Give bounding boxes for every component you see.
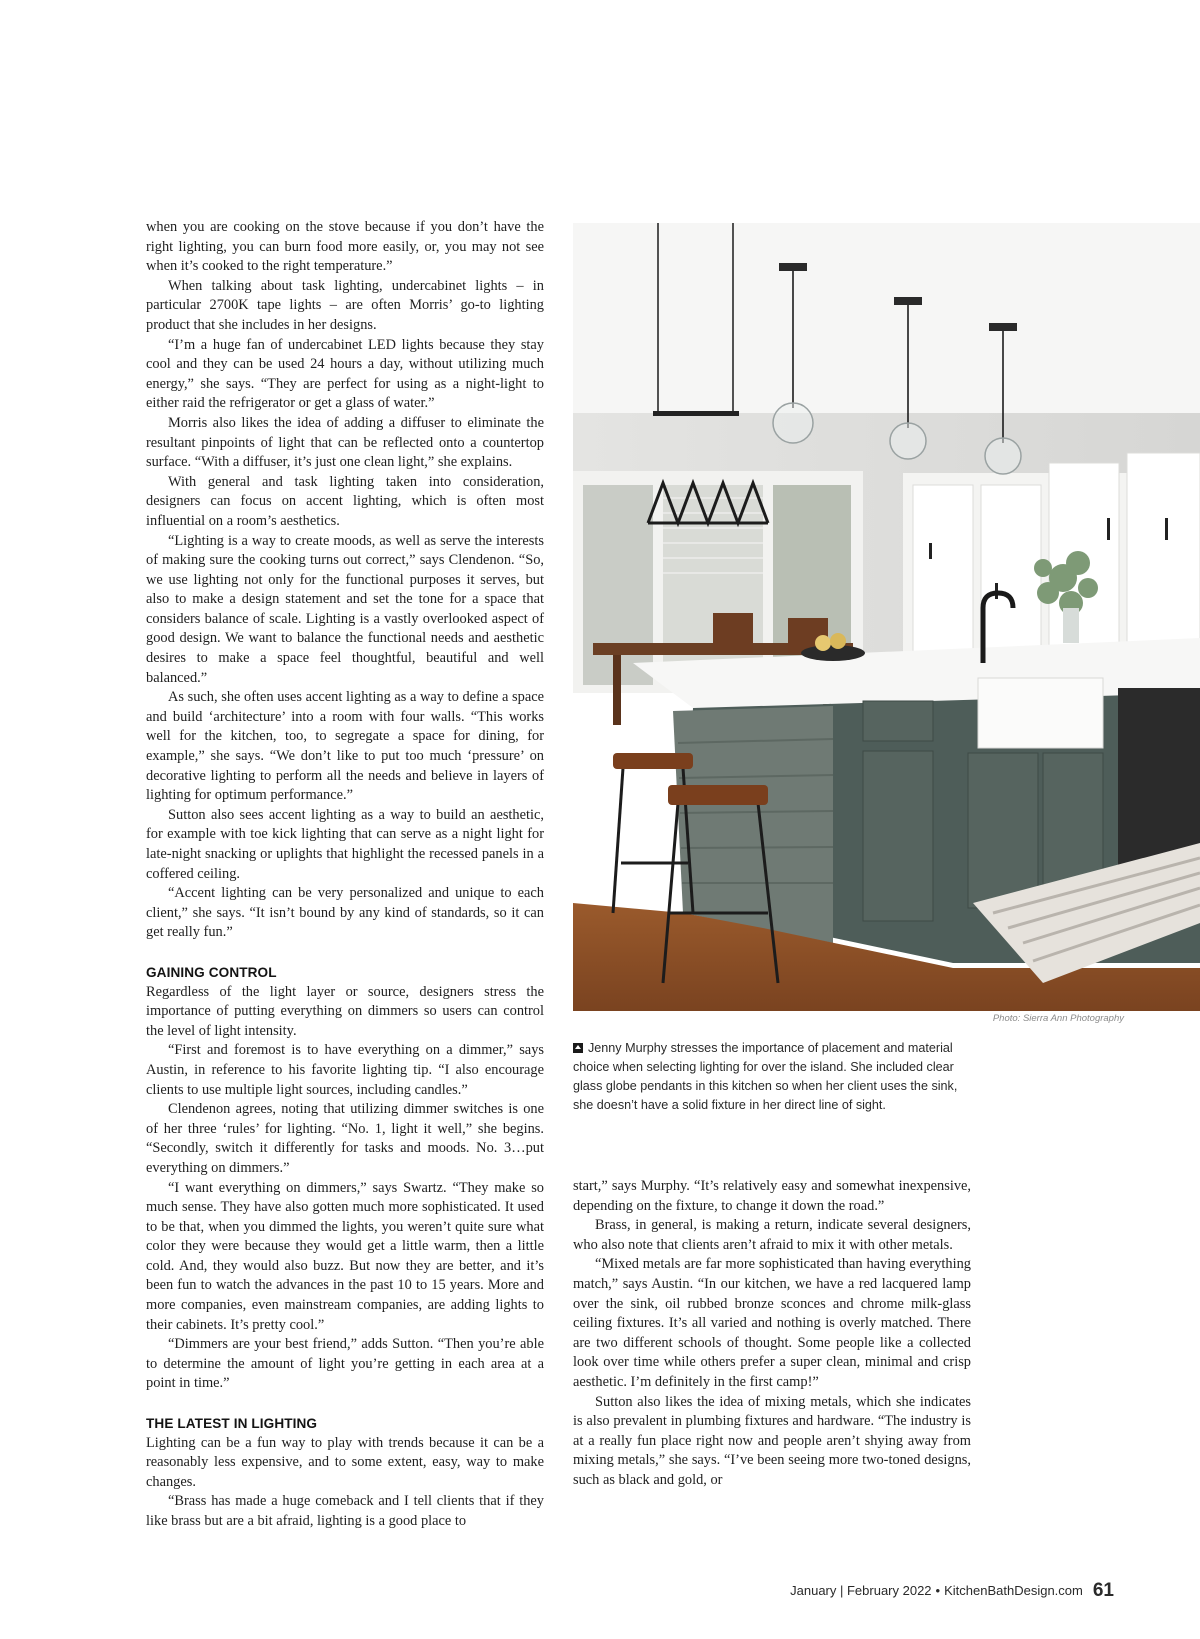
page-footer <box>790 1580 1114 1602</box>
website-link[interactable]: KitchenBathDesign.com <box>944 1583 1083 1598</box>
arrow-up-square-icon <box>573 1043 583 1053</box>
body-paragraph: Regardless of the light layer or source, designers stress the importance of putting everything on dimmers so users can control the level of light intensity. <box>146 983 544 1039</box>
kitchen-photo <box>573 223 1200 1011</box>
body-paragraph: Sutton also likes the idea of mixing metals, which she indicates is also prevalent in plumbing fixtures and hardware. “The industry is at a really fun place right now and people aren’t shying away from mixing metals,” she says. “I’ve been seeing more two-toned designs, such as black and gold, or <box>573 1393 971 1488</box>
body-paragraph: when you are cooking on the stove because if you don’t have the right lighting, you can burn food more easily, or, you may not see when it’s cooked to the right temperature.” <box>146 219 544 275</box>
caption-text: Jenny Murphy stresses the importance of placement and material choice when selecting lighting for over the island. She included clear glass globe pendants in this kitchen so when her client uses the sink, she doesn’t have a solid fixture in her direct line of sight. <box>573 1041 958 1112</box>
body-paragraph: “Accent lighting can be very personalized and unique to each client,” she says. “It isn’t bound by any kind of standards, so it can get really fun.” <box>146 885 544 941</box>
section-heading-latest-in-lighting: THE LATEST IN LIGHTING <box>146 1416 318 1432</box>
body-paragraph: “I want everything on dimmers,” says Swartz. “They make so much sense. They have also gotten much more sophisticated. It used to be that, when you dimmed the lights, you weren’t quite sure what color they were because they would get a little warm, then a little cold. And, they would also buzz. But now they are better, and it’s been fun to watch the advances in the past 10 to 15 years. More and more companies, even mainstream companies, are adding lights to their cabinets. It’s pretty cool.” <box>146 1179 544 1333</box>
footer-bullet: • <box>935 1583 941 1598</box>
body-paragraph: When talking about task lighting, undercabinet lights – in particular 2700K tape lights – are often Morris’ go-to lighting product that she includes in her designs. <box>146 277 544 333</box>
body-paragraph: “I’m a huge fan of undercabinet LED lights because they stay cool and they can be used 24 hours a day, without utilizing much energy,” she says. “They are perfect for using as a night-light to either raid the refrigerator or get a glass of water.” <box>146 336 544 412</box>
right-column <box>573 1177 971 1491</box>
body-paragraph: “Dimmers are your best friend,” adds Sutton. “Then you’re able to determine the amount of light you’re getting in each area at a point in time.” <box>146 1336 544 1392</box>
body-paragraph: “Mixed metals are far more sophisticated than having everything match,” says Austin. “In our kitchen, we have a red lacquered lamp over the sink, oil rubbed bronze sconces and chrome milk-glass ceiling fixtures. It’s all varied and nothing is overly matched. There are two different schools of thought. Some people like a collected look over time while others prefer a super clean, minimal and crisp aesthetic. I’m definitely in the first camp!” <box>573 1256 971 1390</box>
photo-caption <box>573 1039 973 1115</box>
issue-date: January | February 2022 <box>790 1583 932 1598</box>
body-paragraph: With general and task lighting taken into consideration, designers can focus on accent lighting, which is often most influential on a room’s aesthetics. <box>146 473 544 529</box>
photo-credit: Photo: Sierra Ann Photography <box>992 1013 1124 1024</box>
body-paragraph: Sutton also sees accent lighting as a way to build an aesthetic, for example with toe kick lighting that can serve as a night light for late-night snacking or uplights that highlight the recessed panels in a coffered ceiling. <box>146 806 544 882</box>
left-column <box>146 218 544 1532</box>
body-paragraph: “Lighting is a way to create moods, as well as serve the interests of making sure the cooking turns out correct,” says Clendenon. “So, we use lighting not only for the functional purposes it serves, but also to make a design statement and set the tone for a space that considers balance of scale. Lighting is a vastly overlooked aspect of good design. We want to balance the functional needs and aesthetic desires to make a space feel thoughtful, beautiful and well balanced.” <box>146 532 544 686</box>
page-number: 61 <box>1092 1580 1114 1601</box>
section-heading-gaining-control: GAINING CONTROL <box>146 964 277 980</box>
body-paragraph: “Brass has made a huge comeback and I tell clients that if they like brass but are a bit afraid, lighting is a good place to <box>146 1493 544 1529</box>
body-paragraph: Brass, in general, is making a return, indicate several designers, who also note that clients aren’t afraid to mix it with other metals. <box>573 1217 971 1253</box>
body-paragraph: Lighting can be a fun way to play with trends because it can be a reasonably less expensive, and to some extent, easy, way to make changes. <box>146 1434 544 1490</box>
body-paragraph: Morris also likes the idea of adding a diffuser to eliminate the resultant pinpoints of light that can be reflected onto a countertop surface. “With a diffuser, it’s just one clean light,” she explains. <box>146 414 544 471</box>
body-paragraph: start,” says Murphy. “It’s relatively easy and somewhat inexpensive, depending on the fixture, to change it down the road.” <box>573 1178 971 1214</box>
body-paragraph: As such, she often uses accent lighting as a way to define a space and build ‘architecture’ into a room with four walls. “This works well for the kitchen, too, to segregate a space for dining, for example,” she says. “We don’t like to put too much ‘pressure’ on decorative lighting to perform all the needs and believe in layers of lighting for optimum performance.” <box>146 689 544 804</box>
body-paragraph: “First and foremost is to have everything on a dimmer,” says Austin, in reference to his favorite lighting tip. “I also encourage clients to use multiple light sources, including candles.” <box>146 1042 544 1098</box>
body-paragraph: Clendenon agrees, noting that utilizing dimmer switches is one of her three ‘rules’ for lighting. “No. 1, light it well,” she begins. “Secondly, switch it differently for tasks and moods. No. 3…put everything on dimmers.” <box>146 1101 544 1176</box>
